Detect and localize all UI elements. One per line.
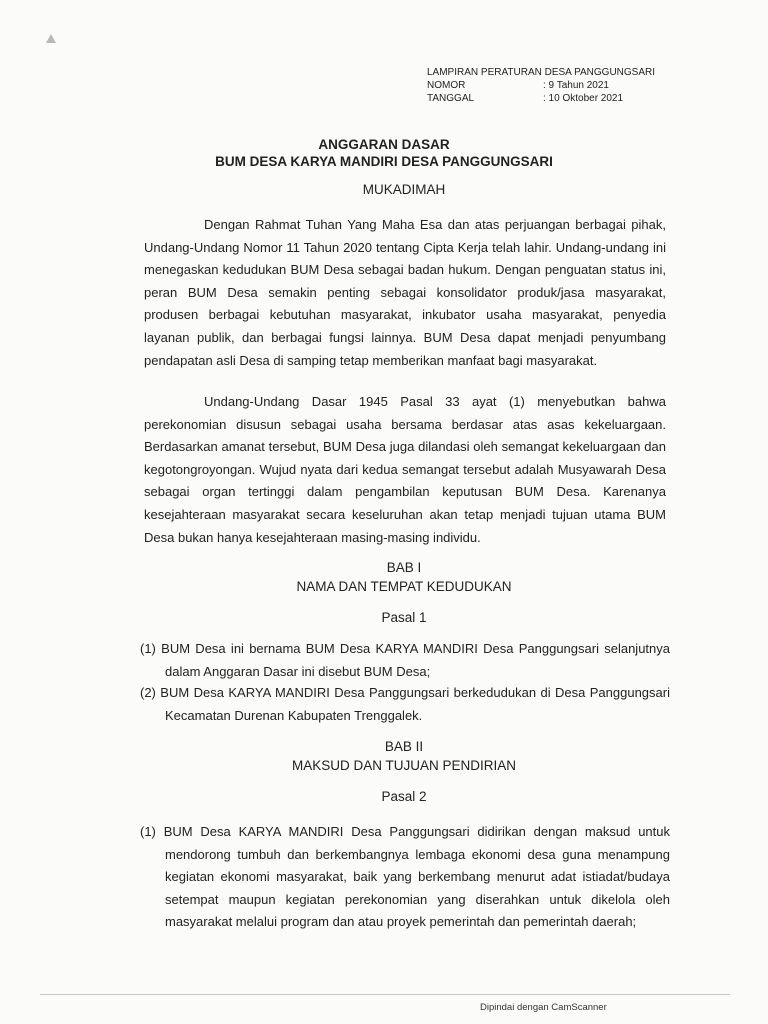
- bab2-label: BAB II: [384, 739, 424, 754]
- scan-corner-mark: [46, 34, 56, 43]
- header-line-nomor: [427, 79, 727, 92]
- pasal2-item-1: (1) BUM Desa KARYA MANDIRI Desa Panggungsari didirikan dengan maksud untuk mendorong tumbuh dan berkembangnya lembaga ekonomi desa guna menampung kegiatan ekonomi masyarakat, baik yang berkembang menurut adat istiadat/budaya setempat maupun kegiatan perekonomian yang diserahkan untuk dikelola oleh masyarakat melalui program dan atau proyek pemerintah dan pemerintah daerah;: [140, 824, 670, 929]
- mukadimah-paragraph-2: Undang-Undang Dasar 1945 Pasal 33 ayat (1) menyebutkan bahwa perekonomian disusun sebagai usaha bersama berdasar atas asas kekeluargaan. Berdasarkan amanat tersebut, BUM Desa juga dilandasi oleh semangat kekeluargaan dan kegotongroyongan. Wujud nyata dari kedua semangat tersebut adalah Musyawarah Desa sebagai organ tertinggi dalam pengambilan keputusan BUM Desa. Karenanya kesejahteraan masyarakat secara keseluruhan akan tetap menjadi tujuan utama BUM Desa bukan hanya kesejahteraan masing-masing individu.: [144, 394, 666, 545]
- title-line-1: ANGGARAN DASAR: [318, 137, 450, 152]
- mukadimah-paragraph-1: Dengan Rahmat Tuhan Yang Maha Esa dan atas perjuangan berbagai pihak, Undang-Undang Nomor 11 Tahun 2020 tentang Cipta Kerja telah lahir. Undang-undang ini menegaskan kedudukan BUM Desa sebagai badan hukum. Dengan penguatan status ini, peran BUM Desa semakin penting sebagai konsolidator produk/jasa masyarakat, produsen berbagai kebutuhan masyarakat, inkubator usaha masyarakat, penyedia layanan publik, dan berbagai fungsi lainnya. BUM Desa dapat menjadi penyumbang pendapatan asli Desa di samping tetap memberikan manfaat bagi masyarakat.: [144, 217, 666, 368]
- header-nomor-label: NOMOR: [427, 80, 466, 91]
- header-nomor-value: : 9 Tahun 2021: [543, 80, 609, 91]
- bab1-title: NAMA DAN TEMPAT KEDUDUKAN: [296, 579, 512, 594]
- document-title: [0, 136, 768, 170]
- mukadimah-heading: MUKADIMAH: [362, 182, 446, 197]
- header-tanggal-label: TANGGAL: [427, 93, 475, 104]
- bab2-title: MAKSUD DAN TUJUAN PENDIRIAN: [291, 758, 517, 773]
- header-lampiran-text: LAMPIRAN PERATURAN DESA PANGGUNGSARI: [427, 67, 656, 78]
- header-attachment-info: [427, 66, 727, 105]
- header-line-tanggal: [427, 92, 727, 105]
- scanner-watermark-text: Dipindai dengan CamScanner: [480, 1002, 607, 1013]
- pasal2-heading: Pasal 2: [381, 789, 427, 804]
- title-line-2: BUM DESA KARYA MANDIRI DESA PANGGUNGSARI: [215, 154, 553, 169]
- pasal1-item-2: (2) BUM Desa KARYA MANDIRI Desa Panggungsari berkedudukan di Desa Panggungsari Kecamatan Durenan Kabupaten Trenggalek.: [140, 685, 670, 723]
- header-tanggal-value: : 10 Oktober 2021: [543, 93, 624, 104]
- pasal1-item-1: (1) BUM Desa ini bernama BUM Desa KARYA MANDIRI Desa Panggungsari selanjutnya dalam Anggaran Dasar ini disebut BUM Desa;: [140, 641, 670, 679]
- page-bottom-divider: [40, 994, 730, 995]
- header-line-lampiran: [427, 66, 727, 79]
- pasal1-heading: Pasal 1: [381, 610, 427, 625]
- bab1-label: BAB I: [386, 560, 422, 575]
